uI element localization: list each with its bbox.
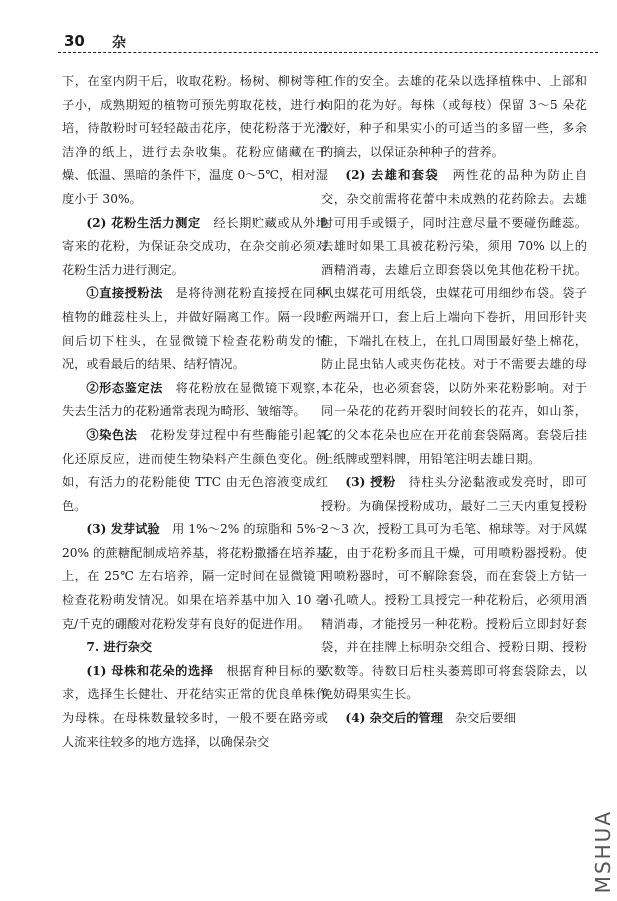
paragraph [321,70,587,164]
paragraph [321,707,587,731]
paragraph-heading: (2) 去雄和套袋 [345,168,439,183]
paragraph-heading: ③染色法 [86,427,138,442]
running-head: 杂 [112,35,126,51]
paragraph-text: 是将待测花粉直接授在同种植物的雌蕊柱头上，并做好隔离工作。隔一段时间后切下柱头，在显微镜下检查花粉萌发的情况，或看最后的结果、结籽情况。 [62,286,329,372]
right-column [321,70,587,731]
paragraph [62,636,328,660]
paragraph-heading: (2) 花粉生活力测定 [86,215,201,230]
paragraph-heading: (4) 杂交后的管理 [345,711,443,726]
paragraph [62,282,328,376]
paragraph [62,518,328,636]
paragraph [321,164,587,471]
paragraph-text: 用 1%～2% 的琼脂和 5%～20% 的蔗糖配制成培养基，将花粉撒播在培养基上，在 25℃ 左右培养，隔一定时间在显微镜下检查花粉萌发情况。如果在培养基中加入 10 毫克/千克的硼酸对花粉发芽有良好的促进作用。 [62,522,328,631]
paragraph [62,660,328,754]
paragraph-text: 待柱头分泌黏液或发亮时，即可授粉。为确保授粉成功，最好二三天内重复授粉 2～3 次，授粉工具可为毛笔、棉球等。对于风媒花，由于花粉多而且干燥，可用喷粉器授粉。使用喷粉器时，可不解除套袋，而在套袋上方钻一小孔喷人。授粉工具授完一种花粉后，必须用酒精消毒，才能授另一种花粉。授粉后立即封好套袋，并在挂牌上标明杂交组合、授粉日期、授粉次数等。待数日后柱头萎蔫即可将套袋除去，以免妨碍果实生长。 [321,475,588,702]
paragraph-text: 花粉发芽过程中有些酶能引起氧化还原反应，进而使生物染料产生颜色变化。例如，有活力的花粉能使 TTC 由无色溶液变成红色。 [62,427,329,513]
paragraph-text: 工作的安全。去雄的花朵以选择植株中、上部和向阳的花为好。每株（或每枝）保留 3～5 朵花较好，种子和果实小的可适当的多留一些，多余的摘去，以保证杂种种子的营养。 [321,74,587,159]
paragraph-text: 根据育种目标的要求，选择生长健壮、开花结实正常的优良单株作为母株。在母株数量较多时，一般不要在路旁或人流来往较多的地方选择，以确保杂交 [62,663,329,749]
paragraph [62,424,328,518]
paragraph [321,471,587,707]
header-rule [58,52,598,53]
paragraph-text: 将花粉放在显微镜下观察，失去生活力的花粉通常表现为畸形、皱缩等。 [62,380,329,419]
paragraph-text: 经长期贮藏或从外地寄来的花粉，为保证杂交成功，在杂交前必须对花粉生活力进行测定。 [62,215,329,277]
paragraph-text: 杂交后要细 [454,711,516,726]
paragraph-heading: ②形态鉴定法 [86,380,163,395]
paragraph-heading: (3) 发芽试验 [86,522,160,537]
watermark: MSHUA [591,809,615,893]
left-column [62,70,328,754]
paragraph-text: 下，在室内阴干后，收取花粉。杨树、柳树等种子小，成熟期短的植物可预先剪取花枝，进行水培，待散粉时可轻轻敲击花序，使花粉落于光滑洁净的纸上，进行去杂收集。花粉应储藏在干燥、低温、黑暗的条件下，温度 0～5℃，相对湿度小于 30%。 [62,74,328,206]
paragraph [62,377,328,424]
page-header [58,30,598,56]
page-number: 30 [64,32,85,50]
paragraph-heading: ①直接授粉法 [86,286,163,301]
paragraph-heading: 7. 进行杂交 [86,640,153,655]
paragraph-heading: (3) 授粉 [345,475,396,490]
paragraph [62,70,328,212]
paragraph-text: 两性花的品种为防止自交，杂交前需将花蕾中未成熟的花药除去。去雄时可用手或镊子，同时注意尽量不要碰伤雌蕊。去雄时如果工具被花粉污染，须用 70% 以上的酒精消毒，去雄后立即套袋以免其他花粉干扰。风虫媒花可用纸袋，虫媒花可用细纱布袋。袋子应两端开口，套上后上端向下卷折，用回形针夹住，下端扎在枝上，在扎口周围最好垫上棉花，防止昆虫钻人或夹伤花枝。对于不需要去雄的母本花朵，也必须套袋，以防外来花粉影响。对于同一朵花的花药开裂时间较长的花卉，如山茶，它的父本花朵也应在开花前套袋隔离。套袋后挂上纸牌或塑料牌，用铅笔注明去雄日期。 [321,168,588,466]
paragraph [62,212,328,283]
paragraph-heading: (1) 母株和花朵的选择 [86,663,214,678]
